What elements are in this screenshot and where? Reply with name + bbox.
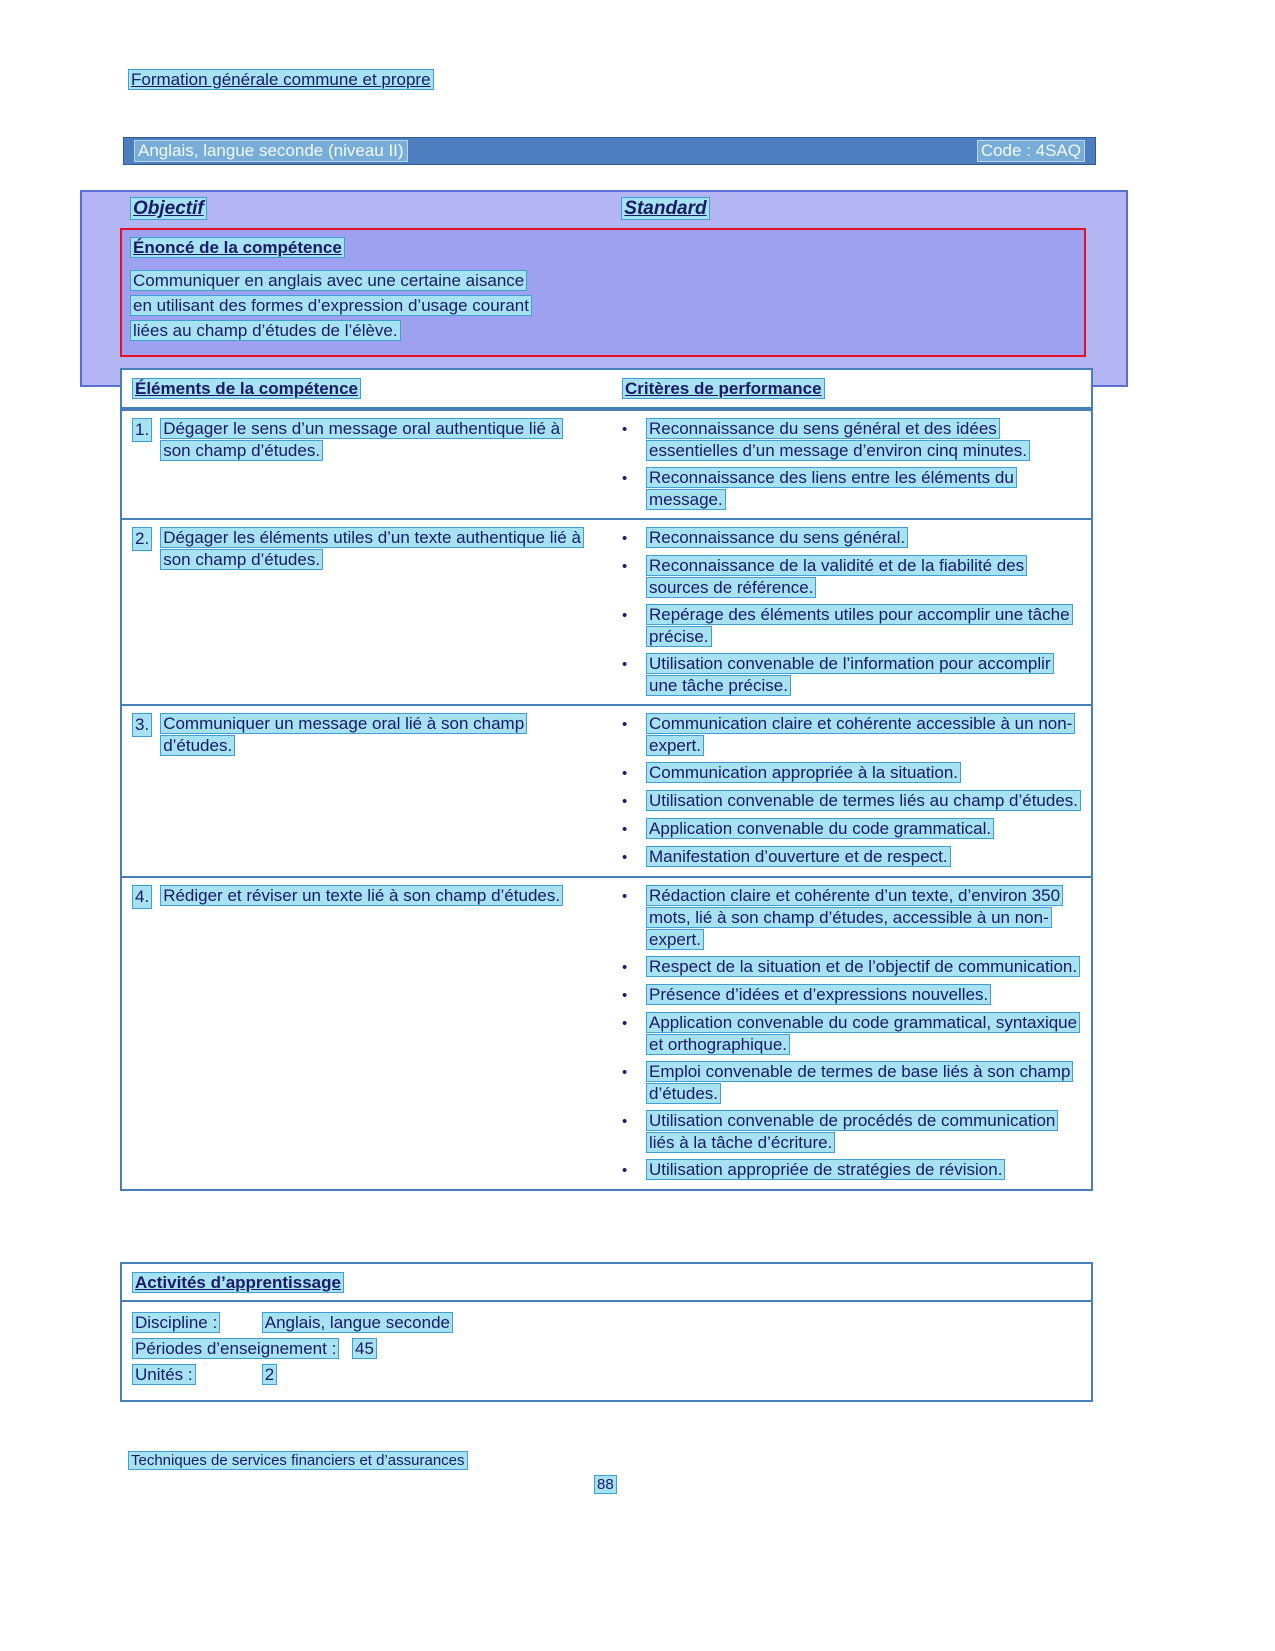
course-code: Code : 4SAQ (977, 140, 1085, 162)
bullet-icon: • (622, 765, 628, 782)
bullet-icon: • (622, 530, 628, 547)
footer-note-text: Techniques de services financiers et d’assurances (128, 1451, 468, 1470)
element-cell (122, 527, 600, 697)
criteria-cell (600, 418, 1091, 511)
element-number: 3. (132, 713, 152, 737)
page-number (594, 1476, 617, 1493)
elements-header: Éléments de la compétence (132, 378, 361, 399)
criteria-text: Application convenable du code grammatical. (646, 818, 1083, 841)
bullet-icon: • (622, 558, 628, 575)
enonce-box (120, 228, 1086, 357)
criteria-text: Manifestation d’ouverture et de respect. (646, 846, 1083, 869)
enonce-heading: Énoncé de la compétence (130, 237, 345, 258)
enonce-heading-row (130, 238, 1076, 258)
objectif-heading: Objectif (130, 197, 207, 220)
element-cell (122, 418, 600, 511)
criteria-text: Communication appropriée à la situation. (646, 762, 1083, 785)
column-headings (82, 192, 1126, 220)
criteria-text: Reconnaissance du sens général et des idées essentielles d’un message d’environ cinq minutes. (646, 418, 1083, 462)
table-header-row (122, 370, 1091, 409)
criteria-item (622, 418, 1083, 462)
bullet-icon: • (622, 716, 628, 733)
criteria-text: Respect de la situation et de l’objectif de communication. (646, 956, 1083, 979)
competence-rows (122, 409, 1091, 1189)
course-title: Anglais, langue seconde (niveau II) (134, 140, 408, 162)
criteria-item (622, 527, 1083, 550)
enonce-text (130, 268, 1076, 343)
activites-rows (122, 1302, 1091, 1400)
criteria-text: Reconnaissance des liens entre les éléments du message. (646, 467, 1083, 511)
activites-row (132, 1336, 1081, 1362)
criteria-item (622, 984, 1083, 1007)
enonce-line: liées au champ d’études de l’élève. (130, 318, 1076, 343)
criteria-text: Présence d’idées et d’expressions nouvelles. (646, 984, 1083, 1007)
criteria-item (622, 713, 1083, 757)
table-row (122, 876, 1091, 1189)
activites-label: Périodes d’enseignement : (132, 1336, 339, 1362)
bullet-icon: • (622, 793, 628, 810)
activites-row (132, 1362, 1081, 1388)
header-note (128, 70, 434, 90)
element-number: 2. (132, 527, 152, 551)
criteria-item (622, 818, 1083, 841)
element-text: Dégager le sens d’un message oral authentique lié à son champ d’études. (160, 418, 592, 462)
table-row (122, 704, 1091, 876)
element-text: Communiquer un message oral lié à son champ d’études. (160, 713, 592, 757)
enonce-line: Communiquer en anglais avec une certaine aisance (130, 268, 1076, 293)
criteria-cell (600, 885, 1091, 1182)
bullet-icon: • (622, 1162, 628, 1179)
activites-box (120, 1262, 1093, 1402)
criteria-cell (600, 527, 1091, 697)
criteria-item (622, 790, 1083, 813)
criteria-text: Emploi convenable de termes de base liés à son champ d’études. (646, 1061, 1083, 1105)
criteria-text: Repérage des éléments utiles pour accomplir une tâche précise. (646, 604, 1083, 648)
activites-value: 2 (262, 1365, 277, 1384)
bullet-icon: • (622, 656, 628, 673)
table-row (122, 518, 1091, 704)
criteria-item (622, 604, 1083, 648)
criteria-item (622, 653, 1083, 697)
bullet-icon: • (622, 849, 628, 866)
criteria-text: Utilisation convenable de procédés de communication liés à la tâche d’écriture. (646, 1110, 1083, 1154)
criteria-text: Reconnaissance du sens général. (646, 527, 1083, 550)
criteria-item (622, 956, 1083, 979)
table-row (122, 409, 1091, 518)
criteria-cell (600, 713, 1091, 869)
criteres-header: Critères de performance (622, 378, 825, 399)
bullet-icon: • (622, 1015, 628, 1032)
element-text: Rédiger et réviser un texte lié à son champ d’études. (160, 885, 592, 907)
criteria-item (622, 555, 1083, 599)
criteria-text: Application convenable du code grammatical, syntaxique et orthographique. (646, 1012, 1083, 1056)
element-cell (122, 885, 600, 1182)
bullet-icon: • (622, 421, 628, 438)
criteres-header-cell (600, 378, 1091, 400)
activites-value: Anglais, langue seconde (262, 1313, 453, 1332)
criteria-item (622, 1110, 1083, 1154)
header-note-text: Formation générale commune et propre (128, 69, 434, 90)
activites-value: 45 (352, 1339, 377, 1358)
bullet-icon: • (622, 470, 628, 487)
criteria-text: Utilisation appropriée de stratégies de révision. (646, 1159, 1083, 1182)
criteria-item (622, 1159, 1083, 1182)
bullet-icon: • (622, 1113, 628, 1130)
criteria-text: Reconnaissance de la validité et de la fiabilité des sources de référence. (646, 555, 1083, 599)
criteria-item (622, 846, 1083, 869)
element-number: 4. (132, 885, 152, 909)
page-number-text: 88 (594, 1475, 617, 1494)
criteria-item (622, 1012, 1083, 1056)
criteria-item (622, 1061, 1083, 1105)
bullet-icon: • (622, 607, 628, 624)
bullet-icon: • (622, 987, 628, 1004)
activites-heading-row (122, 1264, 1091, 1302)
standard-heading: Standard (621, 197, 709, 220)
objectif-standard-section (80, 190, 1128, 387)
criteria-item (622, 467, 1083, 511)
title-bar (123, 137, 1096, 165)
competence-table (120, 368, 1093, 1191)
activites-heading: Activités d’apprentissage (132, 1272, 344, 1293)
criteria-text: Utilisation convenable de termes liés au champ d’études. (646, 790, 1083, 813)
element-text: Dégager les éléments utiles d’un texte authentique lié à son champ d’études. (160, 527, 592, 571)
activites-label: Discipline : (132, 1310, 249, 1336)
activites-row (132, 1310, 1081, 1336)
activites-label: Unités : (132, 1362, 249, 1388)
criteria-text: Communication claire et cohérente accessible à un non-expert. (646, 713, 1083, 757)
enonce-line: en utilisant des formes d’expression d’usage courant (130, 293, 1076, 318)
bullet-icon: • (622, 959, 628, 976)
bullet-icon: • (622, 1064, 628, 1081)
criteria-item (622, 762, 1083, 785)
criteria-text: Rédaction claire et cohérente d’un texte, d’environ 350 mots, lié à son champ d’études, accessible à un non-expert. (646, 885, 1083, 951)
criteria-text: Utilisation convenable de l’information pour accomplir une tâche précise. (646, 653, 1083, 697)
bullet-icon: • (622, 821, 628, 838)
elements-header-cell (122, 378, 600, 400)
objectif-heading-wrap (130, 198, 616, 220)
footer-note (128, 1452, 468, 1469)
criteria-item (622, 885, 1083, 951)
element-number: 1. (132, 418, 152, 442)
bullet-icon: • (622, 888, 628, 905)
element-cell (122, 713, 600, 869)
